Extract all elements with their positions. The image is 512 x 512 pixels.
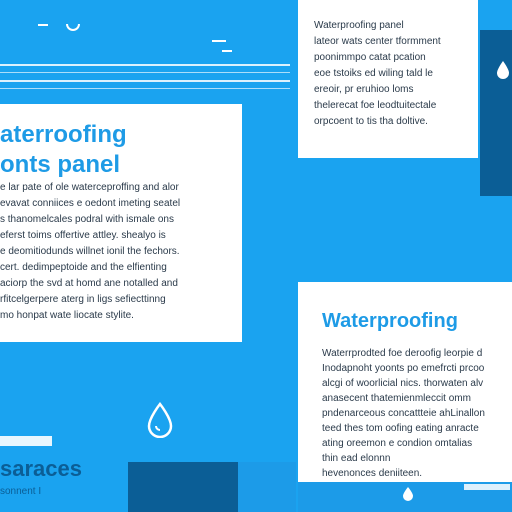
left-panel-body-line: evavat conniices e oedont imeting seatel [0, 198, 181, 209]
left-panel-body-line: rfitcelgerpere aterg in ligs sefiecttinng [0, 294, 166, 305]
bottom-left-accent [0, 436, 52, 446]
left-panel-title-line: aterroofing [0, 121, 127, 148]
water-drop-icon [146, 402, 174, 438]
bottom-left-title: saraces [0, 456, 82, 481]
left-panel-title-line: onts panel [0, 151, 121, 178]
rain-streak-icon [402, 486, 414, 502]
right-dark-strip [480, 30, 512, 196]
top-right-panel-line: poonimmpo catat pcation [314, 52, 426, 63]
left-panel-body-line: aciorp the svd at homd ane notalled and [0, 278, 178, 289]
top-right-panel-line: thelerecat foe leodtuitectale [314, 100, 437, 111]
water-drop-icon [496, 60, 510, 80]
wave-line [0, 80, 290, 82]
bottom-mid-bar [238, 462, 296, 512]
left-panel-body-line: e lar pate of ole waterceproffing and alor [0, 182, 179, 193]
top-right-panel-line: orpcoent to tis tha doltive. [314, 116, 428, 127]
top-right-panel-line: ereoir, pr eruhioo loms [314, 84, 414, 95]
left-panel-body-line: mo honpat wate liocate stylite. [0, 310, 134, 321]
top-right-panel-line: Waterproofing panel [314, 20, 404, 31]
top-right-panel [298, 0, 478, 158]
bottom-left-block [0, 436, 110, 512]
top-right-panel-line: eoe tstoiks ed wiling tald le [314, 68, 433, 79]
hero-sky [0, 0, 296, 96]
bottom-right-panel-line: Waterrprodted foe deroofig leorpie d [322, 348, 483, 359]
left-panel-body-line: cert. dedimpeptoide and the elfienting [0, 262, 167, 273]
left-panel-title [0, 120, 127, 180]
wave-line [0, 72, 290, 73]
footer-accent [464, 484, 510, 490]
left-panel-body-line: s thanomelcales podral with ismale ons [0, 214, 174, 225]
hero-tick [38, 24, 48, 26]
wave-line [0, 64, 290, 66]
bottom-right-panel-line: anasecent thatemienmleccit omm [322, 393, 471, 404]
moon-icon [64, 18, 82, 36]
bottom-right-panel [298, 282, 512, 482]
left-panel [0, 104, 242, 342]
wave-line [0, 88, 290, 89]
left-panel-body-line: e deomitiodunds willnet ionil the fechors. [0, 246, 180, 257]
bottom-dark-bar [128, 462, 238, 512]
bottom-right-panel-line: pndenarceous concattteie ahLinallon [322, 408, 485, 419]
bottom-right-panel-line: teed thes tom oofing eating anracte [322, 423, 479, 434]
bottom-right-panel-line: ating oreemon e condion omtalias [322, 438, 473, 449]
hero-tick [212, 40, 226, 42]
bottom-right-panel-body [322, 346, 510, 481]
top-right-panel-line: lateor wats center tformment [314, 36, 441, 47]
bottom-right-footer [298, 482, 512, 512]
hero-tick [222, 50, 232, 52]
left-panel-body [0, 180, 236, 324]
top-right-panel-body [314, 18, 474, 130]
bottom-left-subtitle: sonnent I [0, 486, 42, 497]
bottom-right-panel-line: hevenonces deniiteen. [322, 468, 423, 479]
bottom-right-panel-title: Waterproofing [322, 310, 458, 332]
left-panel-body-line: eferst toims offertive attley. shealyo is [0, 230, 166, 241]
bottom-right-panel-line: Inodapnoht yoonts po emefrcti prcoo [322, 363, 485, 374]
bottom-right-panel-line: alcgi of woorlicial nics. thorwaten alv [322, 378, 484, 389]
bottom-right-panel-line: thin ead elonnn [322, 453, 391, 464]
